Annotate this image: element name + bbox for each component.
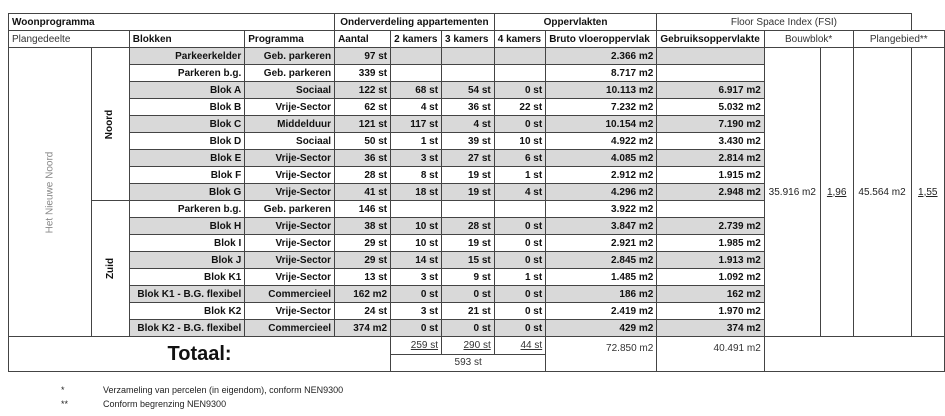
cell-bvo: 2.845 m2 <box>546 252 657 269</box>
cell-aantal: 36 st <box>335 150 391 167</box>
cell-blok: Parkeren b.g. <box>129 65 245 82</box>
section-name: Noord <box>104 109 116 139</box>
cell-gbo <box>657 48 764 65</box>
cell-gbo: 2.814 m2 <box>657 150 764 167</box>
cell-aantal: 24 st <box>335 303 391 320</box>
cell-gbo: 1.092 m2 <box>657 269 764 286</box>
section-label-zuid <box>91 201 129 337</box>
cell-blok: Blok G <box>129 184 245 201</box>
cell-bvo: 10.113 m2 <box>546 82 657 99</box>
cell-blok: Blok F <box>129 167 245 184</box>
header-row-columns <box>9 31 945 48</box>
footnote-2-text: Conform begrenzing NEN9300 <box>103 399 227 409</box>
cell-blok: Blok K1 - B.G. flexibel <box>129 286 245 303</box>
total-2-kamers: 259 st <box>391 337 442 355</box>
cell-aantal: 121 st <box>335 116 391 133</box>
cell-gbo: 374 m2 <box>657 320 764 337</box>
cell-4-kamers <box>494 65 545 82</box>
cell-programma: Geb. parkeren <box>245 201 335 218</box>
cell-bvo: 4.296 m2 <box>546 184 657 201</box>
cell-gbo: 2.739 m2 <box>657 218 764 235</box>
cell-3-kamers <box>442 201 495 218</box>
cell-programma: Sociaal <box>245 82 335 99</box>
cell-blok: Blok B <box>129 99 245 116</box>
cell-3-kamers: 54 st <box>442 82 495 99</box>
cell-programma: Vrije-Sector <box>245 252 335 269</box>
cell-3-kamers: 21 st <box>442 303 495 320</box>
cell-4-kamers: 10 st <box>494 133 545 150</box>
cell-blok: Blok C <box>129 116 245 133</box>
cell-aantal: 50 st <box>335 133 391 150</box>
cell-3-kamers <box>442 65 495 82</box>
cell-gbo: 1.915 m2 <box>657 167 764 184</box>
cell-2-kamers <box>391 201 442 218</box>
cell-aantal: 28 st <box>335 167 391 184</box>
cell-bvo: 2.366 m2 <box>546 48 657 65</box>
cell-bvo: 3.847 m2 <box>546 218 657 235</box>
total-apartments: 593 st <box>391 354 546 372</box>
cell-2-kamers: 3 st <box>391 269 442 286</box>
footnote-1-mark: * <box>61 385 65 395</box>
cell-bvo: 2.921 m2 <box>546 235 657 252</box>
cell-4-kamers: 22 st <box>494 99 545 116</box>
cell-2-kamers: 3 st <box>391 303 442 320</box>
cell-3-kamers: 27 st <box>442 150 495 167</box>
cell-bvo: 186 m2 <box>546 286 657 303</box>
cell-aantal: 146 st <box>335 201 391 218</box>
cell-programma: Vrije-Sector <box>245 167 335 184</box>
cell-blok: Blok A <box>129 82 245 99</box>
cell-3-kamers: 4 st <box>442 116 495 133</box>
cell-blok: Parkeerkelder <box>129 48 245 65</box>
cell-4-kamers <box>494 201 545 218</box>
cell-4-kamers: 1 st <box>494 167 545 184</box>
cell-programma: Vrije-Sector <box>245 269 335 286</box>
cell-4-kamers: 6 st <box>494 150 545 167</box>
cell-aantal: 97 st <box>335 48 391 65</box>
cell-blok: Blok D <box>129 133 245 150</box>
cell-3-kamers <box>442 48 495 65</box>
cell-3-kamers: 9 st <box>442 269 495 286</box>
cell-3-kamers: 0 st <box>442 320 495 337</box>
cell-3-kamers: 19 st <box>442 235 495 252</box>
cell-2-kamers: 14 st <box>391 252 442 269</box>
header-4-kamers: 4 kamers <box>494 31 545 48</box>
cell-programma: Middelduur <box>245 116 335 133</box>
cell-blok: Blok K2 <box>129 303 245 320</box>
cell-gbo: 1.985 m2 <box>657 235 764 252</box>
cell-4-kamers: 0 st <box>494 218 545 235</box>
totaal-label: Totaal: <box>9 337 391 372</box>
header-2-kamers: 2 kamers <box>391 31 442 48</box>
total-4-kamers: 44 st <box>494 337 545 355</box>
cell-bvo: 4.085 m2 <box>546 150 657 167</box>
header-plangebied: Plangebied** <box>853 31 944 48</box>
woonprogramma-sheet <box>8 13 945 409</box>
section-name: Zuid <box>104 257 116 280</box>
totals-row <box>9 337 945 355</box>
cell-aantal: 122 st <box>335 82 391 99</box>
cell-aantal: 13 st <box>335 269 391 286</box>
cell-4-kamers: 0 st <box>494 320 545 337</box>
cell-blok: Blok K2 - B.G. flexibel <box>129 320 245 337</box>
cell-blok: Blok H <box>129 218 245 235</box>
cell-gbo: 6.917 m2 <box>657 82 764 99</box>
header-blokken: Blokken <box>129 31 245 48</box>
cell-2-kamers: 4 st <box>391 99 442 116</box>
cell-aantal: 29 st <box>335 252 391 269</box>
fsi-bouwblok-value: 1,96 <box>820 48 853 337</box>
cell-4-kamers: 0 st <box>494 116 545 133</box>
fsi-plangebied-area: 45.564 m2 <box>853 48 911 337</box>
cell-gbo: 3.430 m2 <box>657 133 764 150</box>
cell-programma: Vrije-Sector <box>245 150 335 167</box>
cell-programma: Sociaal <box>245 133 335 150</box>
cell-2-kamers <box>391 48 442 65</box>
cell-bvo: 7.232 m2 <box>546 99 657 116</box>
cell-bvo: 2.419 m2 <box>546 303 657 320</box>
cell-aantal: 38 st <box>335 218 391 235</box>
cell-blok: Parkeren b.g. <box>129 201 245 218</box>
cell-programma: Vrije-Sector <box>245 218 335 235</box>
cell-bvo: 1.485 m2 <box>546 269 657 286</box>
cell-programma: Geb. parkeren <box>245 48 335 65</box>
cell-4-kamers: 1 st <box>494 269 545 286</box>
cell-4-kamers: 0 st <box>494 252 545 269</box>
cell-aantal: 374 m2 <box>335 320 391 337</box>
cell-2-kamers <box>391 65 442 82</box>
header-3-kamers: 3 kamers <box>442 31 495 48</box>
cell-4-kamers: 4 st <box>494 184 545 201</box>
header-bouwblok: Bouwblok* <box>764 31 853 48</box>
total-gbo: 40.491 m2 <box>657 337 764 372</box>
cell-4-kamers <box>494 48 545 65</box>
header-programma: Programma <box>245 31 335 48</box>
cell-3-kamers: 19 st <box>442 167 495 184</box>
cell-2-kamers: 8 st <box>391 167 442 184</box>
section-label-noord <box>91 48 129 201</box>
cell-bvo: 429 m2 <box>546 320 657 337</box>
cell-programma: Vrije-Sector <box>245 99 335 116</box>
cell-bvo: 3.922 m2 <box>546 201 657 218</box>
cell-2-kamers: 0 st <box>391 286 442 303</box>
cell-blok: Blok E <box>129 150 245 167</box>
cell-2-kamers: 10 st <box>391 235 442 252</box>
cell-aantal: 162 m2 <box>335 286 391 303</box>
cell-gbo: 2.948 m2 <box>657 184 764 201</box>
cell-bvo: 2.912 m2 <box>546 167 657 184</box>
cell-bvo: 8.717 m2 <box>546 65 657 82</box>
cell-gbo: 1.913 m2 <box>657 252 764 269</box>
cell-gbo <box>657 201 764 218</box>
cell-2-kamers: 3 st <box>391 150 442 167</box>
cell-2-kamers: 68 st <box>391 82 442 99</box>
fsi-bouwblok-area: 35.916 m2 <box>764 48 820 337</box>
cell-programma: Commercieel <box>245 320 335 337</box>
cell-programma: Commercieel <box>245 286 335 303</box>
cell-3-kamers: 36 st <box>442 99 495 116</box>
woonprogramma-table <box>8 13 945 372</box>
cell-bvo: 10.154 m2 <box>546 116 657 133</box>
cell-programma: Geb. parkeren <box>245 65 335 82</box>
cell-programma: Vrije-Sector <box>245 303 335 320</box>
header-onderverdeling: Onderverdeling appartementen <box>335 14 495 31</box>
footnote-2-mark: ** <box>61 399 69 409</box>
cell-programma: Vrije-Sector <box>245 184 335 201</box>
cell-gbo: 162 m2 <box>657 286 764 303</box>
cell-aantal: 62 st <box>335 99 391 116</box>
table-row <box>9 48 945 65</box>
cell-3-kamers: 28 st <box>442 218 495 235</box>
header-plangedeelte: Plangedeelte <box>9 31 130 48</box>
cell-3-kamers: 15 st <box>442 252 495 269</box>
total-fsi-empty <box>764 337 944 372</box>
cell-programma: Vrije-Sector <box>245 235 335 252</box>
cell-aantal: 29 st <box>335 235 391 252</box>
header-gbo: Gebruiksoppervlakte <box>657 31 764 48</box>
cell-blok: Blok I <box>129 235 245 252</box>
cell-bvo: 4.922 m2 <box>546 133 657 150</box>
fsi-plangebied-value: 1,55 <box>911 48 944 337</box>
cell-2-kamers: 10 st <box>391 218 442 235</box>
cell-3-kamers: 39 st <box>442 133 495 150</box>
cell-4-kamers: 0 st <box>494 303 545 320</box>
plangedeelte-label <box>9 48 92 337</box>
footnote-1 <box>61 385 343 395</box>
header-bvo: Bruto vloeroppervlak <box>546 31 657 48</box>
cell-gbo <box>657 65 764 82</box>
cell-aantal: 339 st <box>335 65 391 82</box>
cell-aantal: 41 st <box>335 184 391 201</box>
cell-4-kamers: 0 st <box>494 235 545 252</box>
cell-3-kamers: 0 st <box>442 286 495 303</box>
cell-2-kamers: 1 st <box>391 133 442 150</box>
cell-gbo: 1.970 m2 <box>657 303 764 320</box>
header-row-groups <box>9 14 945 31</box>
cell-4-kamers: 0 st <box>494 286 545 303</box>
cell-3-kamers: 19 st <box>442 184 495 201</box>
footnote-2 <box>61 399 226 409</box>
header-fsi: Floor Space Index (FSI) <box>657 14 911 31</box>
cell-2-kamers: 18 st <box>391 184 442 201</box>
total-3-kamers: 290 st <box>442 337 495 355</box>
cell-4-kamers: 0 st <box>494 82 545 99</box>
cell-gbo: 5.032 m2 <box>657 99 764 116</box>
cell-blok: Blok J <box>129 252 245 269</box>
header-woonprogramma: Woonprogramma <box>9 14 335 31</box>
cell-gbo: 7.190 m2 <box>657 116 764 133</box>
plangedeelte-text: Het Nieuwe Noord <box>44 151 56 233</box>
header-aantal: Aantal <box>335 31 391 48</box>
total-bvo: 72.850 m2 <box>546 337 657 372</box>
cell-2-kamers: 117 st <box>391 116 442 133</box>
cell-blok: Blok K1 <box>129 269 245 286</box>
cell-2-kamers: 0 st <box>391 320 442 337</box>
header-oppervlakten: Oppervlakten <box>494 14 657 31</box>
footnote-1-text: Verzameling van percelen (in eigendom), conform NEN9300 <box>103 385 344 395</box>
